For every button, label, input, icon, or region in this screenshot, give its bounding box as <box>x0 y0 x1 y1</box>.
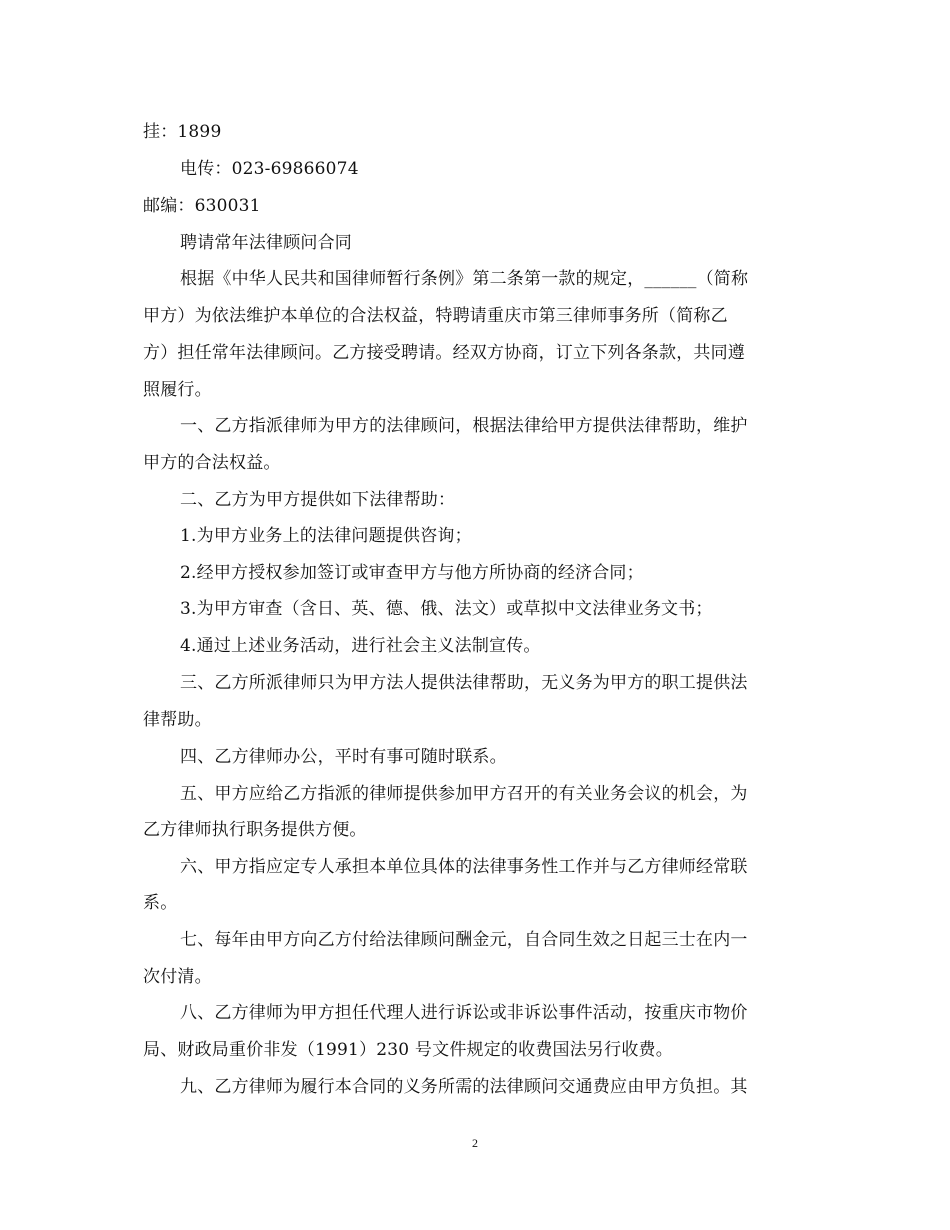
text-line: 二、乙方为甲方提供如下法律帮助： <box>180 490 456 510</box>
text-line: 1.为甲方业务上的法律问题提供咨询； <box>180 526 472 546</box>
text-line: 邮编：630031 <box>143 196 261 216</box>
text-line: 系。 <box>143 893 178 913</box>
text-line: 一、乙方指派律师为甲方的法律顾问，根据法律给甲方提供法律帮助，维护 <box>180 416 748 436</box>
text-line: 律帮助。 <box>143 710 212 730</box>
text-line: 乙方律师执行职务提供方便。 <box>143 820 367 840</box>
text-line: 2.经甲方授权参加签订或审查甲方与他方所协商的经济合同； <box>180 563 644 583</box>
text-line: 甲方）为依法维护本单位的合法权益，特聘请重庆市第三律师事务所（简称乙 <box>143 306 728 326</box>
text-line: 六、甲方指应定专人承担本单位具体的法律事务性工作并与乙方律师经常联 <box>180 857 748 877</box>
text-line: 照履行。 <box>143 380 212 400</box>
page-number: 2 <box>472 1136 478 1150</box>
text-line: 方）担任常年法律顾问。乙方接受聘请。经双方协商，订立下列各条款，共同遵 <box>143 343 745 363</box>
text-line: 三、乙方所派律师只为甲方法人提供法律帮助，无义务为甲方的职工提供法 <box>180 673 748 693</box>
text-line: 根据《中华人民共和国律师暂行条例》第二条第一款的规定，______（简称 <box>180 269 749 289</box>
text-line: 五、甲方应给乙方指派的律师提供参加甲方召开的有关业务会议的机会，为 <box>180 784 748 804</box>
text-line: 七、每年由甲方向乙方付给法律顾问酬金元，自合同生效之日起三士在内一 <box>180 930 748 950</box>
text-line: 局、财政局重价非发（1991）230 号文件规定的收费国法另行收费。 <box>143 1040 673 1060</box>
text-line: 八、乙方律师为甲方担任代理人进行诉讼或非诉讼事件活动，按重庆市物价 <box>180 1003 748 1023</box>
text-line: 四、乙方律师办公，平时有事可随时联系。 <box>180 747 507 767</box>
text-line: 电传：023-69866074 <box>180 159 359 179</box>
text-line: 3.为甲方审查（含日、英、德、俄、法文）或草拟中文法律业务文书； <box>180 599 713 619</box>
text-line: 次付清。 <box>143 967 212 987</box>
text-line: 甲方的合法权益。 <box>143 453 281 473</box>
document-title: 聘请常年法律顾问合同 <box>180 233 352 253</box>
text-line: 挂：1899 <box>143 122 222 142</box>
text-line: 九、乙方律师为履行本合同的义务所需的法律顾问交通费应由甲方负担。其 <box>180 1077 748 1097</box>
text-line: 4.通过上述业务活动，进行社会主义法制宣传。 <box>180 636 541 656</box>
